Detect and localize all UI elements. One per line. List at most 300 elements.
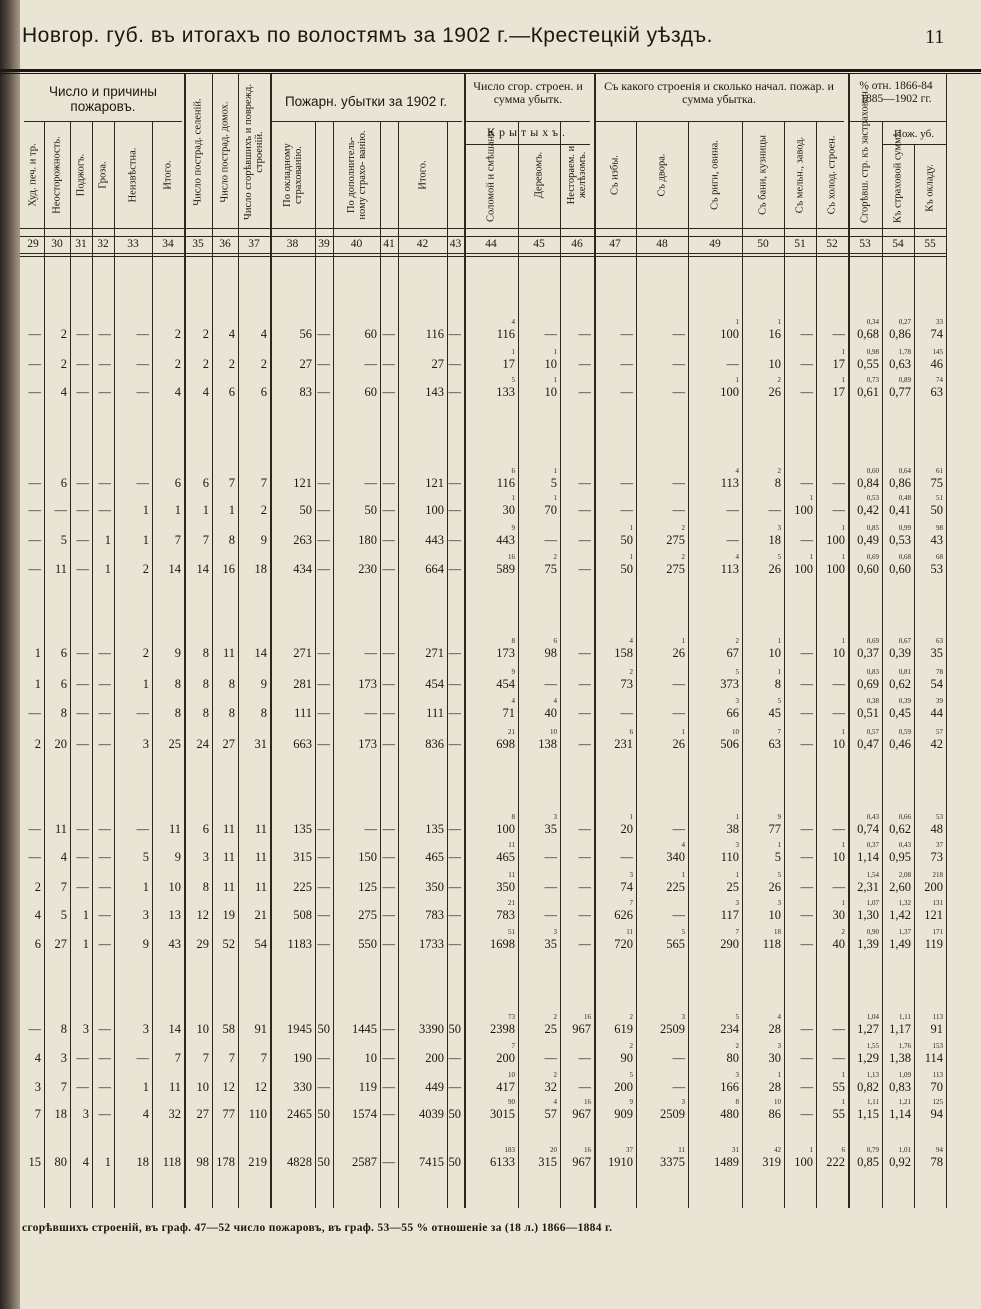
table-cell: 1 bbox=[174, 503, 181, 517]
table-cell: 417 bbox=[496, 1080, 515, 1094]
table-cell: 117 bbox=[720, 908, 739, 922]
table-cell: 0,95 bbox=[889, 850, 911, 864]
table-cell: 100 bbox=[794, 503, 813, 517]
table-cell: — bbox=[98, 706, 111, 720]
table-cell: — bbox=[768, 503, 781, 517]
table-cell: — bbox=[800, 533, 813, 547]
table-cell: 63 bbox=[930, 385, 943, 399]
table-cell: — bbox=[672, 677, 685, 691]
table-cell: — bbox=[448, 880, 461, 894]
table-cell: 2509 bbox=[660, 1022, 685, 1036]
table-cell: 150 bbox=[358, 850, 377, 864]
table-cell: — bbox=[578, 1080, 591, 1094]
column-number: 40 bbox=[350, 238, 363, 250]
column-header: Несгораем. и желѣзомъ. bbox=[566, 145, 588, 205]
column-header: По дополнитель- ному страхо- ванію. bbox=[345, 130, 368, 220]
count-superscript: 1,55 bbox=[866, 1042, 879, 1050]
table-cell: 10 bbox=[196, 1080, 209, 1094]
table-row bbox=[0, 494, 946, 519]
table-cell: 12 bbox=[254, 1080, 267, 1094]
count-superscript: 2 bbox=[841, 928, 845, 936]
table-cell: 8 bbox=[202, 646, 209, 660]
table-cell: — bbox=[800, 1022, 813, 1036]
count-superscript: 1,11 bbox=[867, 1098, 879, 1106]
table-cell: 28 bbox=[768, 1080, 781, 1094]
table-cell: 1445 bbox=[352, 1022, 377, 1036]
table-cell: 8 bbox=[774, 677, 781, 691]
column-number: 45 bbox=[533, 238, 545, 250]
table-cell: — bbox=[832, 677, 845, 691]
table-cell: 30 bbox=[768, 1051, 781, 1065]
table-cell: 55 bbox=[832, 1080, 845, 1094]
table-cell: 0,63 bbox=[889, 357, 911, 371]
table-cell: — bbox=[832, 327, 845, 341]
table-cell: — bbox=[98, 503, 111, 517]
table-cell: 281 bbox=[293, 677, 312, 691]
table-cell: 1 bbox=[202, 503, 209, 517]
table-cell: 7 bbox=[174, 1051, 181, 1065]
table-cell: 10 bbox=[168, 880, 181, 894]
table-cell: 0,55 bbox=[857, 357, 879, 371]
table-cell: 3 bbox=[142, 737, 149, 751]
table-cell: 1 bbox=[34, 646, 41, 660]
count-superscript: 1,37 bbox=[898, 928, 911, 936]
table-cell: 0,77 bbox=[889, 385, 911, 399]
table-cell: 35 bbox=[930, 646, 943, 660]
count-superscript: 3 bbox=[777, 524, 781, 532]
table-cell: — bbox=[544, 677, 557, 691]
table-cell: 8 bbox=[202, 880, 209, 894]
table-cell: 143 bbox=[425, 385, 444, 399]
table-cell: 4 bbox=[142, 1107, 149, 1121]
table-cell: — bbox=[832, 706, 845, 720]
table-cell: 11 bbox=[222, 880, 235, 894]
group-damage: Пожарн. убытки за 1902 г. bbox=[284, 94, 448, 109]
table-cell: — bbox=[448, 385, 461, 399]
table-cell: — bbox=[578, 327, 591, 341]
table-cell: 25 bbox=[168, 737, 181, 751]
table-cell: 2587 bbox=[352, 1155, 377, 1169]
table-cell: 6 bbox=[174, 476, 181, 490]
table-cell: — bbox=[317, 737, 330, 751]
table-cell: 50 bbox=[448, 1107, 461, 1121]
table-cell: 373 bbox=[720, 677, 739, 691]
table-cell: — bbox=[672, 503, 685, 517]
table-cell: 0,49 bbox=[857, 533, 879, 547]
table-cell: — bbox=[382, 385, 395, 399]
table-cell: 21 bbox=[254, 908, 267, 922]
table-row bbox=[0, 1146, 946, 1171]
table-cell: 1910 bbox=[608, 1155, 633, 1169]
table-cell: — bbox=[136, 385, 149, 399]
count-superscript: 1 bbox=[735, 871, 739, 879]
table-cell: — bbox=[382, 533, 395, 547]
count-superscript: 4 bbox=[511, 697, 515, 705]
column-header: Съ мельн., завод. bbox=[794, 136, 806, 214]
table-cell: 1 bbox=[104, 533, 111, 547]
table-cell: — bbox=[317, 327, 330, 341]
table-cell: 2 bbox=[34, 880, 41, 894]
count-superscript: 2 bbox=[681, 553, 685, 561]
count-superscript: 1 bbox=[553, 376, 557, 384]
count-superscript: 3 bbox=[735, 841, 739, 849]
table-cell: 11 bbox=[222, 850, 235, 864]
count-superscript: 0,68 bbox=[898, 553, 911, 561]
table-cell: 31 bbox=[254, 737, 267, 751]
table-cell: 0,92 bbox=[889, 1155, 911, 1169]
table-cell: — bbox=[382, 822, 395, 836]
count-superscript: 9 bbox=[777, 813, 781, 821]
table-cell: — bbox=[98, 1080, 111, 1094]
count-superscript: 0,83 bbox=[866, 668, 879, 676]
table-cell: 14 bbox=[196, 562, 209, 576]
table-cell: — bbox=[98, 1107, 111, 1121]
page-title: Новгор. губ. въ итогахъ по волостямъ за 1902 г.—Крестецкій уѣздъ. bbox=[22, 24, 713, 47]
count-superscript: 131 bbox=[932, 899, 943, 907]
count-superscript: 3 bbox=[629, 871, 633, 879]
count-superscript: 3 bbox=[735, 899, 739, 907]
table-cell: 73 bbox=[930, 850, 943, 864]
table-cell: 113 bbox=[720, 476, 739, 490]
table-cell: 18 bbox=[254, 562, 267, 576]
table-cell: 100 bbox=[720, 385, 739, 399]
count-superscript: 11 bbox=[678, 1146, 685, 1154]
table-cell: 75 bbox=[930, 476, 943, 490]
table-cell: — bbox=[382, 1080, 395, 1094]
table-cell: — bbox=[98, 822, 111, 836]
count-superscript: 1 bbox=[553, 348, 557, 356]
table-cell: 508 bbox=[293, 908, 312, 922]
table-cell: 1,49 bbox=[889, 937, 911, 951]
table-cell: 17 bbox=[502, 357, 515, 371]
table-cell: 319 bbox=[762, 1155, 781, 1169]
table-cell: 3 bbox=[82, 1022, 89, 1036]
table-cell: — bbox=[98, 850, 111, 864]
table-cell: 17 bbox=[832, 385, 845, 399]
count-superscript: 1,54 bbox=[866, 871, 879, 879]
table-cell: — bbox=[76, 880, 89, 894]
table-cell: 449 bbox=[425, 1080, 444, 1094]
table-cell: 2 bbox=[34, 737, 41, 751]
table-cell: — bbox=[28, 476, 41, 490]
table-cell: — bbox=[136, 822, 149, 836]
count-superscript: 1 bbox=[777, 318, 781, 326]
table-cell: 3 bbox=[142, 1022, 149, 1036]
table-cell: 3 bbox=[142, 908, 149, 922]
table-cell: 9 bbox=[174, 646, 181, 660]
table-row bbox=[0, 524, 946, 549]
table-cell: — bbox=[98, 1051, 111, 1065]
table-cell: 6 bbox=[34, 937, 41, 951]
table-cell: — bbox=[448, 503, 461, 517]
count-superscript: 31 bbox=[732, 1146, 739, 1154]
count-superscript: 113 bbox=[932, 1071, 943, 1079]
table-cell: — bbox=[578, 646, 591, 660]
table-cell: — bbox=[448, 533, 461, 547]
table-cell: — bbox=[76, 706, 89, 720]
count-superscript: 2 bbox=[681, 524, 685, 532]
count-superscript: 16 bbox=[508, 553, 515, 561]
table-cell: 50 bbox=[620, 533, 633, 547]
count-superscript: 1 bbox=[629, 524, 633, 532]
table-cell: 6 bbox=[60, 476, 67, 490]
count-superscript: 3 bbox=[681, 1013, 685, 1021]
group-fires: Число и причины пожаровъ. bbox=[49, 84, 157, 114]
table-cell: — bbox=[832, 822, 845, 836]
count-superscript: 0,43 bbox=[898, 841, 911, 849]
column-header: Итого. bbox=[417, 160, 428, 190]
column-rule bbox=[92, 121, 93, 1208]
table-cell: 271 bbox=[293, 646, 312, 660]
table-cell: 7 bbox=[202, 1051, 209, 1065]
page-number: 11 bbox=[925, 26, 945, 48]
column-number: 31 bbox=[75, 238, 87, 250]
count-superscript: 16 bbox=[584, 1146, 591, 1154]
table-cell: 50 bbox=[930, 503, 943, 517]
count-superscript: 1,04 bbox=[866, 1013, 879, 1021]
table-cell: — bbox=[578, 850, 591, 864]
column-number: 47 bbox=[609, 238, 621, 250]
table-cell: 6133 bbox=[490, 1155, 515, 1169]
table-cell: — bbox=[448, 706, 461, 720]
count-superscript: 2 bbox=[777, 467, 781, 475]
table-cell: — bbox=[800, 357, 813, 371]
table-cell: — bbox=[98, 357, 111, 371]
table-cell: 1 bbox=[142, 1080, 149, 1094]
table-cell: 7 bbox=[228, 1051, 235, 1065]
count-superscript: 1 bbox=[841, 899, 845, 907]
table-cell: 26 bbox=[672, 737, 685, 751]
count-superscript: 125 bbox=[932, 1098, 943, 1106]
table-cell: 290 bbox=[720, 937, 739, 951]
count-superscript: 183 bbox=[504, 1146, 515, 1154]
table-cell: 2 bbox=[202, 357, 209, 371]
table-cell: 443 bbox=[496, 533, 515, 547]
column-number: 54 bbox=[892, 238, 904, 250]
table-cell: 200 bbox=[614, 1080, 633, 1094]
table-cell: 4828 bbox=[287, 1155, 312, 1169]
table-cell: 3375 bbox=[660, 1155, 685, 1169]
table-cell: 8 bbox=[174, 677, 181, 691]
table-cell: 60 bbox=[364, 385, 377, 399]
column-header: Число пострад. домох. bbox=[219, 101, 231, 203]
table-cell: 200 bbox=[924, 880, 943, 894]
table-cell: — bbox=[382, 327, 395, 341]
table-cell: 4 bbox=[60, 850, 67, 864]
count-superscript: 1 bbox=[777, 668, 781, 676]
column-number: 36 bbox=[219, 238, 231, 250]
column-rule bbox=[636, 121, 637, 1208]
table-cell: 565 bbox=[666, 937, 685, 951]
count-superscript: 1 bbox=[809, 494, 813, 502]
table-cell: 29 bbox=[196, 937, 209, 951]
count-superscript: 11 bbox=[508, 871, 515, 879]
column-number: 30 bbox=[51, 238, 63, 250]
table-cell: 26 bbox=[672, 646, 685, 660]
table-cell: 1945 bbox=[287, 1022, 312, 1036]
table-cell: 4 bbox=[260, 327, 267, 341]
table-cell: 5 bbox=[142, 850, 149, 864]
table-cell: 7 bbox=[260, 1051, 267, 1065]
table-cell: — bbox=[98, 908, 111, 922]
table-cell: 0,84 bbox=[857, 476, 879, 490]
table-cell: 27 bbox=[222, 737, 235, 751]
count-superscript: 8 bbox=[735, 1098, 739, 1106]
table-cell: — bbox=[28, 706, 41, 720]
table-cell: 40 bbox=[832, 937, 845, 951]
table-cell: — bbox=[672, 822, 685, 836]
table-cell: 30 bbox=[832, 908, 845, 922]
table-cell: — bbox=[28, 533, 41, 547]
table-cell: 0,42 bbox=[857, 503, 879, 517]
table-cell: — bbox=[620, 503, 633, 517]
table-cell: 8 bbox=[174, 706, 181, 720]
table-cell: 2509 bbox=[660, 1107, 685, 1121]
count-superscript: 3 bbox=[777, 899, 781, 907]
table-cell: 8 bbox=[202, 677, 209, 691]
table-cell: 173 bbox=[358, 737, 377, 751]
table-cell: 14 bbox=[168, 562, 181, 576]
table-cell: 4039 bbox=[419, 1107, 444, 1121]
table-cell: — bbox=[800, 737, 813, 751]
table-cell: 1574 bbox=[352, 1107, 377, 1121]
table-cell: — bbox=[726, 503, 739, 517]
table-cell: 86 bbox=[768, 1107, 781, 1121]
table-cell: 0,60 bbox=[857, 562, 879, 576]
table-cell: — bbox=[364, 476, 377, 490]
table-cell: — bbox=[382, 706, 395, 720]
table-cell: — bbox=[382, 880, 395, 894]
table-cell: 1 bbox=[228, 503, 235, 517]
table-cell: 200 bbox=[425, 1051, 444, 1065]
table-cell: — bbox=[76, 737, 89, 751]
count-superscript: 1 bbox=[681, 728, 685, 736]
column-header: Къ страховой суммѣ. bbox=[892, 128, 904, 223]
count-superscript: 9 bbox=[629, 1098, 633, 1106]
table-cell: 46 bbox=[930, 357, 943, 371]
table-cell: 26 bbox=[768, 880, 781, 894]
table-cell: 263 bbox=[293, 533, 312, 547]
table-cell: 1 bbox=[142, 533, 149, 547]
table-cell: 70 bbox=[930, 1080, 943, 1094]
column-rule bbox=[398, 121, 399, 1208]
table-cell: 6 bbox=[202, 476, 209, 490]
table-cell: — bbox=[448, 677, 461, 691]
group-pozh: Пож. уб. bbox=[894, 128, 934, 140]
column-rule bbox=[784, 121, 785, 1208]
table-cell: 113 bbox=[720, 562, 739, 576]
count-superscript: 0,59 bbox=[898, 728, 911, 736]
count-superscript: 10 bbox=[508, 1071, 515, 1079]
table-cell: 50 bbox=[317, 1107, 330, 1121]
table-cell: 166 bbox=[720, 1080, 739, 1094]
table-row bbox=[0, 871, 946, 896]
table-cell: 1,17 bbox=[889, 1022, 911, 1036]
count-superscript: 1,21 bbox=[898, 1098, 911, 1106]
fires-group-rule bbox=[24, 121, 182, 122]
count-superscript: 2 bbox=[629, 668, 633, 676]
column-header: Съ бани, кузницы bbox=[757, 135, 769, 215]
table-cell: — bbox=[317, 706, 330, 720]
count-superscript: 3 bbox=[777, 1042, 781, 1050]
table-cell: 11 bbox=[254, 822, 267, 836]
table-cell: — bbox=[448, 1051, 461, 1065]
top-rule bbox=[0, 69, 981, 72]
table-cell: 967 bbox=[572, 1022, 591, 1036]
table-cell: 3 bbox=[34, 1080, 41, 1094]
count-superscript: 2 bbox=[777, 376, 781, 384]
table-cell: — bbox=[76, 562, 89, 576]
table-cell: 16 bbox=[768, 327, 781, 341]
table-cell: 74 bbox=[620, 880, 633, 894]
table-cell: 158 bbox=[614, 646, 633, 660]
table-cell: 9 bbox=[260, 533, 267, 547]
count-superscript: 78 bbox=[936, 668, 943, 676]
table-cell: 173 bbox=[358, 677, 377, 691]
table-cell: 90 bbox=[620, 1051, 633, 1065]
table-cell: 1,14 bbox=[889, 1107, 911, 1121]
table-cell: — bbox=[364, 646, 377, 660]
table-cell: 3 bbox=[60, 1051, 67, 1065]
table-cell: — bbox=[448, 646, 461, 660]
table-cell: — bbox=[800, 937, 813, 951]
table-cell: — bbox=[317, 677, 330, 691]
table-cell: — bbox=[76, 533, 89, 547]
table-cell: — bbox=[578, 562, 591, 576]
table-cell: — bbox=[76, 327, 89, 341]
table-cell: 0,39 bbox=[889, 646, 911, 660]
count-superscript: 57 bbox=[936, 728, 943, 736]
column-header: Къ окладу. bbox=[924, 164, 936, 212]
column-number: 39 bbox=[318, 238, 330, 250]
count-superscript: 3 bbox=[553, 928, 557, 936]
table-cell: 0,60 bbox=[889, 562, 911, 576]
count-superscript: 10 bbox=[550, 728, 557, 736]
table-cell: — bbox=[578, 822, 591, 836]
table-cell: 1 bbox=[104, 562, 111, 576]
count-superscript: 0,38 bbox=[866, 697, 879, 705]
top-rule-thin bbox=[0, 73, 981, 74]
table-cell: 173 bbox=[496, 646, 515, 660]
table-cell: 53 bbox=[930, 562, 943, 576]
table-cell: — bbox=[800, 677, 813, 691]
table-cell: 1 bbox=[82, 937, 89, 951]
table-cell: 20 bbox=[54, 737, 67, 751]
count-superscript: 0,48 bbox=[898, 494, 911, 502]
column-number: 51 bbox=[794, 238, 806, 250]
table-cell: 80 bbox=[54, 1155, 67, 1169]
table-cell: — bbox=[800, 1051, 813, 1065]
table-cell: 230 bbox=[358, 562, 377, 576]
table-cell: 2 bbox=[142, 646, 149, 660]
table-cell: 25 bbox=[544, 1022, 557, 1036]
table-cell: 100 bbox=[794, 562, 813, 576]
table-cell: — bbox=[578, 476, 591, 490]
count-superscript: 0,85 bbox=[866, 524, 879, 532]
count-superscript: 8 bbox=[511, 813, 515, 821]
count-superscript: 2 bbox=[735, 637, 739, 645]
table-cell: 26 bbox=[768, 385, 781, 399]
table-cell: 1 bbox=[34, 677, 41, 691]
table-cell: 11 bbox=[54, 822, 67, 836]
table-cell: — bbox=[382, 908, 395, 922]
count-superscript: 68 bbox=[936, 553, 943, 561]
table-cell: 10 bbox=[768, 646, 781, 660]
table-cell: 5 bbox=[550, 476, 557, 490]
count-superscript: 5 bbox=[511, 376, 515, 384]
table-cell: 0,62 bbox=[889, 677, 911, 691]
table-cell: 7 bbox=[60, 880, 67, 894]
